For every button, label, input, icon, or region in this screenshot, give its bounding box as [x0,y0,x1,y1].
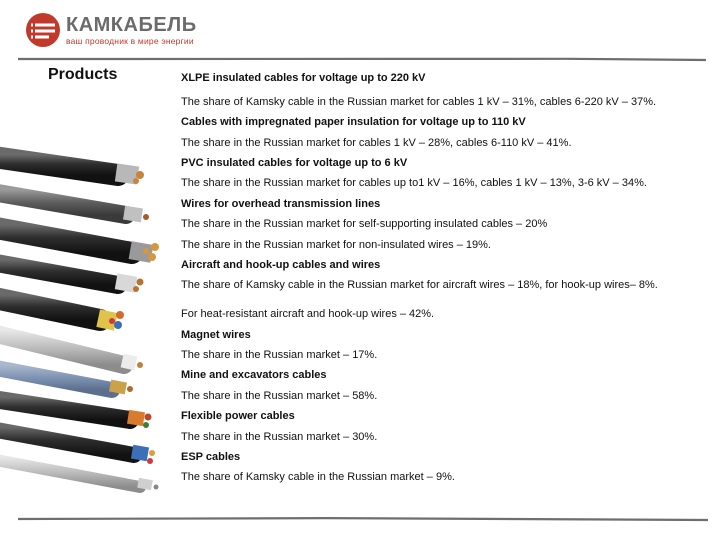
brand-tagline: ваш проводник в мире энергии [66,36,194,46]
list-heading: XLPE insulated cables for voltage up to 220 kV [181,72,426,84]
list-item: The share of Kamsky cable in the Russian market for cables 1 kV – 31%, cables 6-220 kV – 37%. [181,96,657,108]
list-heading: Magnet wires [181,329,251,341]
list-heading: ESP cables [181,451,241,463]
header-divider [18,56,706,62]
list-heading: Cables with impregnated paper insulation for voltage up to 110 kV [181,116,526,128]
list-heading: Mine and excavators cables [181,369,327,381]
list-item: The share in the Russian market for self-supporting insulated cables – 20% [181,218,548,230]
list-item: The share in the Russian market – 58%. [181,390,378,402]
kamkabel-logo-icon [25,12,61,48]
list-item: The share in the Russian market – 30%. [181,431,378,443]
list-item: The share in the Russian market – 17%. [181,349,378,361]
list-item: The share in the Russian market for cables 1 kV – 28%, cables 6-110 kV – 41%. [181,137,572,149]
list-heading: Flexible power cables [181,410,295,422]
list-item: The share in the Russian market for non-insulated wires – 19%. [181,239,491,251]
cables-illustration [0,135,200,525]
list-heading: Aircraft and hook-up cables and wires [181,259,381,271]
footer-divider [18,516,708,522]
list-item: For heat-resistant aircraft and hook-up wires – 42%. [181,308,435,320]
brand-name: КАМКАБЕЛЬ [66,14,197,36]
list-heading: PVC insulated cables for voltage up to 6 kV [181,157,408,169]
list-item: The share in the Russian market for cables up to1 kV – 16%, cables 1 kV – 13%, 3-6 kV – 34%. [181,177,647,189]
list-item: The share of Kamsky cable in the Russian market for aircraft wires – 18%, for hook-up wires– 8%. [181,279,658,291]
list-heading: Wires for overhead transmission lines [181,198,381,210]
brand [66,15,197,46]
page-title: Products [48,66,118,83]
list-item: The share of Kamsky cable in the Russian market – 9%. [181,471,455,483]
